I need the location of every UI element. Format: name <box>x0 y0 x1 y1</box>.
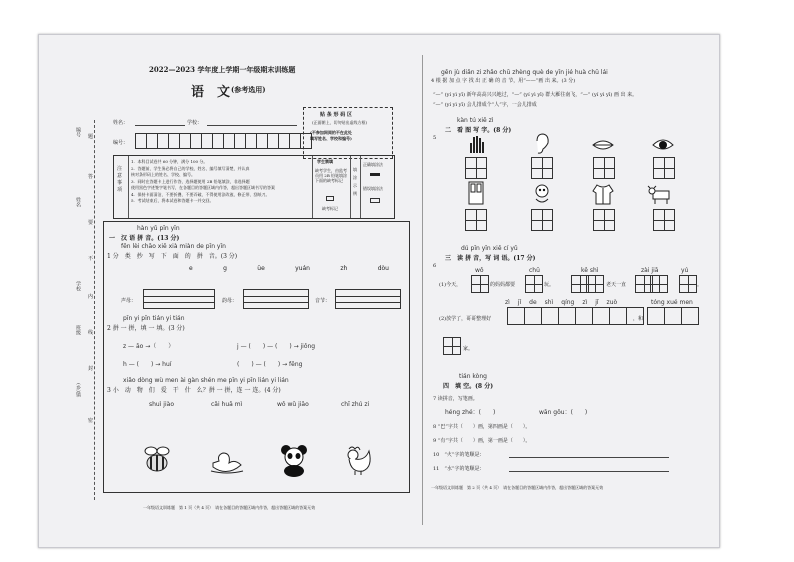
q3-item-4[interactable]: chī zhú zi <box>341 401 370 408</box>
page-divider <box>422 55 423 525</box>
q4-line2: “—” (yí yì yī) 会儿排成个“人”字，一会儿排成 <box>433 102 537 108</box>
section3-title: 三 读 拼 音，写 词 语。(17 分) <box>445 255 536 262</box>
write-box-cow[interactable] <box>653 209 675 231</box>
barcode-sub: (正面朝上，切勿贴出虚线方框) <box>312 120 368 125</box>
ear-image <box>533 133 551 155</box>
q2-text: 2 拼 一 拼，填 一 填。(3 分) <box>107 325 185 332</box>
q7-item-2[interactable]: wān gōu：( ) <box>539 409 588 416</box>
margin-id: 编号 <box>75 127 81 137</box>
q3-item-1[interactable]: shuì jiào <box>149 401 174 408</box>
q3-item-3[interactable]: wǒ wǔ jiāo <box>277 401 309 408</box>
seal-line <box>94 120 95 500</box>
notice-box <box>113 155 395 219</box>
q9-text: 9 “有”字共（ ）画，第一画是（ ）。 <box>433 438 531 444</box>
margin-name: 姓名 <box>75 197 81 207</box>
name-line[interactable] <box>135 125 185 126</box>
subject-title: 语 文 <box>191 85 231 100</box>
missing-mark-box[interactable] <box>326 196 334 201</box>
q3-item-2[interactable]: cǎi huā mì <box>211 401 243 408</box>
q2-row1: z — āo →（ ） <box>123 343 175 350</box>
barcode-title: 贴 条 形 码 区 <box>320 112 352 118</box>
yinjie-lines[interactable] <box>335 289 401 309</box>
q2-row3: h — ( ) → huí <box>123 361 172 368</box>
write-box-coat[interactable] <box>593 209 615 231</box>
hand-image <box>465 133 487 155</box>
q10-answer-line[interactable] <box>509 457 669 458</box>
duck-image[interactable] <box>209 449 245 475</box>
fill-head: 学生禁填 <box>317 159 333 164</box>
cow-image <box>647 185 675 205</box>
write-box-eye[interactable] <box>653 157 675 179</box>
answer-cell[interactable] <box>471 275 489 293</box>
q3-text: 3 小 动 物 们 爱 干 什 么？拼 一 拼，连 一 连。(4 分) <box>107 387 281 394</box>
footer-page1: 一年级语文训练题 第 1 页（共 4 页） 请在各题目的答题区域内作答，超出答题区域的答案无效 <box>143 505 316 510</box>
school-label: 学校： <box>187 120 203 126</box>
name-label: 姓名： <box>113 120 129 126</box>
write-box-mouth[interactable] <box>593 157 615 179</box>
fill-left: 填涂示例 <box>353 167 357 196</box>
answer-cell[interactable] <box>586 275 604 293</box>
answer-cell[interactable] <box>650 275 668 293</box>
answer-cell[interactable] <box>525 275 543 293</box>
q2-row2: j — ( ) — ( ) → jiǒng <box>237 343 316 350</box>
s3-l2-pinyin: zì jǐ de shì qíng zì jǐ zuò <box>505 299 618 306</box>
fill-ok: 正确填涂法 <box>363 162 383 167</box>
q1-items: e g üe yuán zh dòu <box>189 265 389 272</box>
missing-label: 缺考标记 <box>322 206 338 211</box>
q8-text: 8 “巴”字共（ ）画，第四画是（ ）。 <box>433 424 531 430</box>
missing-desc: 缺考学生，由监考员用 2B 铅笔填涂下面的缺考标记 <box>315 168 348 183</box>
margin-class: 班级 <box>75 325 81 335</box>
fill-ok-mark <box>370 173 380 176</box>
q2-row4: ( ) — ( ) → fēng <box>237 361 303 368</box>
q4-text: 4 根 据 加 点 字 找 出 正 确 的 音 节，用“——”画 出 来。(3 分) <box>431 78 576 84</box>
worm-image <box>531 183 553 205</box>
notice-label: 注意事项 <box>117 166 123 193</box>
edition-label: (参考选用) <box>231 85 266 94</box>
exam-sheet: 2022—2023 学年度上学期一年级期末训练题 语 文 (参考选用) 姓名： 学校： 编号： 贴 条 形 码 区 (正面朝上，切勿贴出虚线方框) (不参加网阅的不在此处 填写姓名、学校和编号) 注意事项 1．本科目试卷共 60 分钟，满分 100 分。 2．答题前，学生务必将自己的学校、姓名、编号填写清楚，并认真 核对条形码上的姓名、学校、编号。 3．同时在答题卡上进行作答，选择题使用 2B 铅笔填涂，非选择题 使用黑色字迹签字笔书写，在各题目的答题区域内作答，超出答题区域书写的答案 4．保持卡面清洁，不要折叠、不要弄破、不得使用涂改液、修正带、刮纸刀。 5．考试结束后，将本试卷和答题卡一并交回。 学生禁填 缺考学生，由监考员用 2B 铅笔填涂下面的缺考标记 缺考标记 填涂示例 正确填涂法 错误填涂法 编号 姓名 学校 班级 (乡)镇 题 答 要 不 内 线 封 密 hàn yǔ pīn yīn 一 汉 语 拼 音。(13 分) fēn lèi chāo xiě xià miàn de pīn yīn 1 分 类 抄 写 下 面 的 拼 音。(3 分) e g üe yuán zh dòu 声母： 韵母： 音节： pīn yi pīn tián yi tián 2 拼 一 拼，填 一 填。(3 分) z — āo →（ ） j — ( ) — ( ) → jiǒng h — ( ) → huí ( ) — ( ) → fēng xiǎo dòng wù men ài gàn shén me pīn yi pīn lián yi lián 3 小 动 物 们 爱 干 什 么？拼 一 拼，连 一 连。(4 分) shuì jiào cǎi huā mì wǒ wǔ jiāo chī zhú zi 一年级语文训练题 第 1 页（共 4 页） 请在各题目的答题区域内作答，超出答题区域的答案无效 gēn jù diǎn zi zhǎo chū zhèng què de yīn jié huà chū lái 4 根 据 加 点 字 找 出 正 确 的 音 节，用“——”画 出 来。(3 分) “—” (yí yì yī) 新年高高兴兴地过，“—” (yí yì yī) 群大雁往南飞，“—” (yí yì yī) 画 出 来。 “—” (yí yì yī) 会儿排成个“人”字，一会儿排成 kàn tú xiě zì 二 看 图 写 字。(8 分) 5 dú pīn yīn xiě cí yǔ 三 读 拼 音，写 词 语。(17 分) 6 wǒ chū kě shì zài jiā yú (1)今天， 的妈妈都要 玩。 老天一直 。 zì jǐ de shì qíng zì jǐ zuò tóng xué men (2)放学了，哥哥整理好 ，和 家。 tián kòng 四 填 空。(8 分) 7 读拼音，写笔画。 héng zhé：( ) wān gōu：( ) 8 “巴”字共（ ）画，第四画是（ ）。 9 “有”字共（ ）画，第一画是（ ）。 10 “火”字的笔顺是： 11 “水”字的笔顺是： 一年级语文训练题 第 2 页（共 4 页） 请在各题目的答题区域内作答，超出答题区域的答案无效 <box>38 34 720 548</box>
section4-title: 四 填 空。(8 分) <box>443 383 494 390</box>
q11-answer-line[interactable] <box>509 471 669 472</box>
margin-town: (乡)镇 <box>75 383 81 397</box>
q7-item-1[interactable]: héng zhé：( ) <box>445 409 496 416</box>
id-label: 编号： <box>113 140 129 146</box>
q7-text: 7 读拼音，写笔画。 <box>433 396 478 402</box>
fill-bad: 错误填涂法 <box>363 186 383 191</box>
q1-text: 1 分 类 抄 写 下 面 的 拼 音。(3 分) <box>107 253 238 260</box>
answer-cell[interactable] <box>443 337 461 355</box>
barcode-area <box>303 107 393 159</box>
answer-cells-row2b[interactable] <box>647 307 698 325</box>
fill-bad-mark <box>370 198 380 203</box>
write-box-door[interactable] <box>465 209 487 231</box>
notice-lines: 1．本科目试卷共 60 分钟，满分 100 分。 2．答题前，学生务必将自己的学校、姓名、编号填写清楚，并认真 核对条形码上的姓名、学校、编号。 3．同时在答题卡上进行作答，选择题使用 2B 铅笔填涂，非选择题 使用黑色字迹签字笔书写，在各题目的答题区域内作答，超出答题区域书写的答案 4．保持卡面清洁，不要折叠、不要弄破、不得使用涂改液、修正带、刮纸刀。 5．考试结束后，将本试卷和答题卡一并交回。 <box>131 159 275 203</box>
write-box-hand[interactable] <box>465 157 487 179</box>
shengmu-lines[interactable] <box>143 289 215 309</box>
mouth-image <box>591 139 615 151</box>
school-line[interactable] <box>207 125 297 126</box>
coat-image <box>591 183 615 205</box>
yunmu-lines[interactable] <box>243 289 309 309</box>
section1-title: 一 汉 语 拼 音。(13 分) <box>109 235 180 242</box>
write-box-ear[interactable] <box>531 157 553 179</box>
rooster-image[interactable] <box>341 443 375 477</box>
answer-cell[interactable] <box>679 275 697 293</box>
answer-cells-row2[interactable] <box>507 307 643 325</box>
footer-page2: 一年级语文训练题 第 2 页（共 4 页） 请在各题目的答题区域内作答，超出答题区域的答案无效 <box>431 485 604 490</box>
margin-school: 学校 <box>75 281 81 291</box>
id-boxes[interactable] <box>135 133 311 149</box>
bee-image[interactable] <box>139 443 175 477</box>
q11-text: 11 “水”字的笔顺是： <box>433 466 485 472</box>
q4-line1: “—” (yí yì yī) 新年高高兴兴地过，“—” (yí yì yī) 群大雁往南飞，“—” (yí yì yī) 画 出 来。 <box>433 92 638 98</box>
eye-image <box>651 135 675 153</box>
q10-text: 10 “火”字的笔顺是： <box>433 452 485 458</box>
panda-image[interactable] <box>279 443 309 477</box>
section2-title: 二 看 图 写 字。(8 分) <box>445 127 512 134</box>
barcode-note: (不参加网阅的不在此处 填写姓名、学校和编号) <box>310 130 352 141</box>
exam-title: 2022—2023 学年度上学期一年级期末训练题 <box>149 65 296 74</box>
write-box-worm[interactable] <box>531 209 553 231</box>
door-image <box>467 181 485 205</box>
